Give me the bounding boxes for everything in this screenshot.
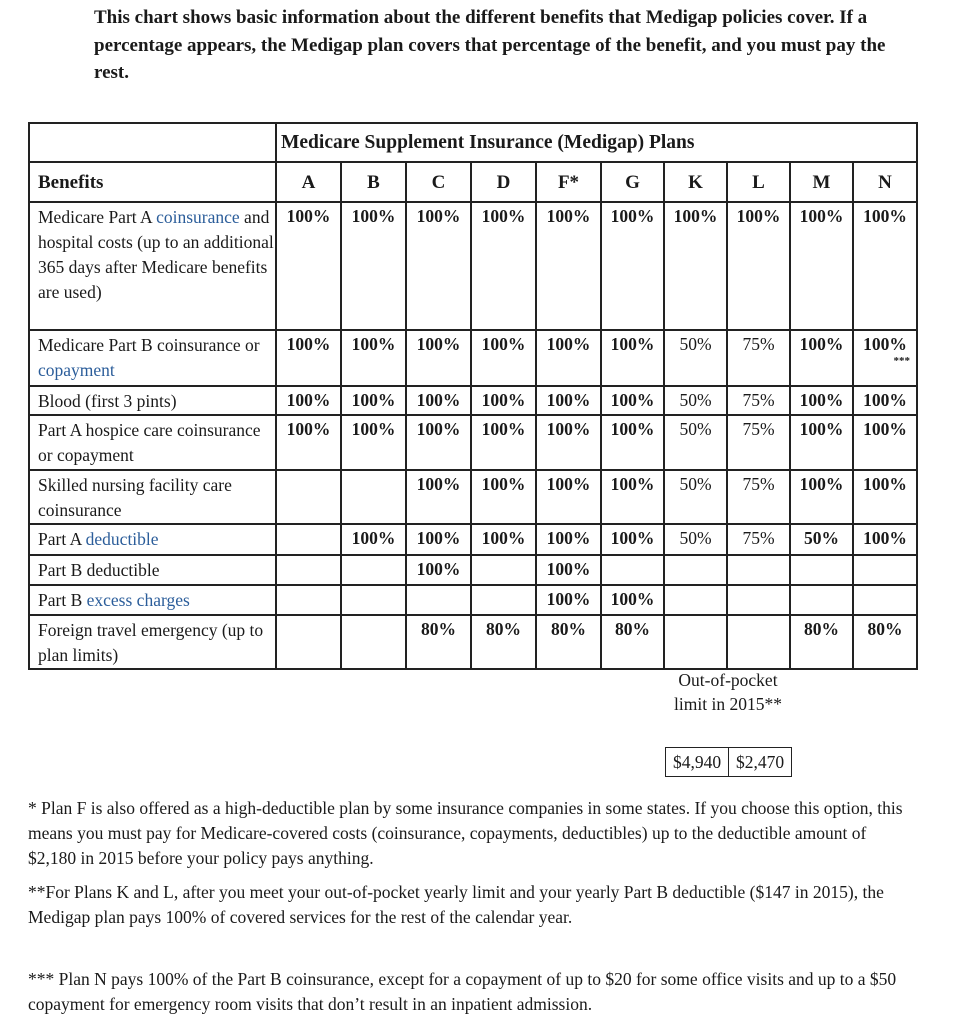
coverage-cell bbox=[341, 202, 406, 330]
coverage-cell bbox=[601, 202, 664, 330]
coverage-value: 100% bbox=[863, 390, 907, 410]
coverage-cell bbox=[341, 585, 406, 615]
coverage-cell bbox=[853, 524, 917, 555]
coverage-cell bbox=[790, 524, 853, 555]
coverage-value: 50% bbox=[679, 528, 712, 548]
coverage-cell bbox=[406, 555, 471, 585]
coverage-cell bbox=[341, 330, 406, 386]
coverage-cell bbox=[536, 524, 601, 555]
coverage-cell bbox=[727, 585, 790, 615]
coverage-value: 100% bbox=[416, 206, 461, 226]
plan-header: F* bbox=[536, 162, 601, 202]
intro-paragraph: This chart shows basic information about the different benefits that Medigap policies cover. If a percentage appears, the Medigap plan covers that percentage of the benefit, and you must pay the rest. bbox=[94, 7, 886, 83]
coverage-cell bbox=[406, 330, 471, 386]
coverage-value: 100% bbox=[863, 334, 907, 354]
coverage-cell bbox=[727, 524, 790, 555]
plan-header: M bbox=[790, 162, 853, 202]
coverage-cell bbox=[664, 615, 727, 669]
coverage-value: 100% bbox=[416, 474, 461, 494]
coverage-value: 100% bbox=[416, 559, 461, 579]
coverage-cell bbox=[664, 585, 727, 615]
coverage-value: 100% bbox=[286, 334, 331, 354]
coverage-cell bbox=[601, 555, 664, 585]
plan-header: D bbox=[471, 162, 536, 202]
benefit-text: Blood (first 3 pints) bbox=[38, 391, 177, 411]
coverage-value: 100% bbox=[416, 334, 461, 354]
corner-cell bbox=[29, 123, 276, 162]
coverage-cell bbox=[601, 470, 664, 524]
coverage-cell bbox=[406, 585, 471, 615]
coverage-value: 100% bbox=[546, 474, 591, 494]
table-title-row bbox=[29, 123, 917, 162]
coverage-cell bbox=[664, 330, 727, 386]
coverage-value: 100% bbox=[416, 390, 461, 410]
out-of-pocket-label: Out-of-pocket limit in 2015** bbox=[674, 670, 782, 714]
coverage-cell bbox=[536, 386, 601, 415]
coverage-cell bbox=[406, 386, 471, 415]
coverage-cell bbox=[601, 524, 664, 555]
glossary-link[interactable]: deductible bbox=[85, 529, 159, 549]
glossary-link[interactable]: copayment bbox=[38, 360, 115, 380]
coverage-value: 100% bbox=[351, 206, 396, 226]
footnote-marker: *** bbox=[893, 355, 910, 367]
coverage-cell bbox=[276, 555, 341, 585]
coverage-value: 100% bbox=[799, 334, 844, 354]
coverage-cell bbox=[601, 330, 664, 386]
coverage-cell bbox=[727, 386, 790, 415]
benefit-name bbox=[29, 555, 276, 585]
coverage-value: 100% bbox=[863, 419, 907, 439]
coverage-cell bbox=[276, 202, 341, 330]
coverage-cell bbox=[664, 470, 727, 524]
coverage-cell bbox=[536, 470, 601, 524]
coverage-value: 100% bbox=[799, 390, 844, 410]
coverage-value: 100% bbox=[546, 419, 591, 439]
coverage-value: 80% bbox=[551, 619, 586, 639]
coverage-cell bbox=[790, 615, 853, 669]
coverage-cell bbox=[341, 615, 406, 669]
coverage-cell bbox=[790, 202, 853, 330]
benefit-name bbox=[29, 585, 276, 615]
coverage-value: 100% bbox=[546, 559, 591, 579]
coverage-cell bbox=[790, 386, 853, 415]
coverage-cell bbox=[276, 615, 341, 669]
coverage-cell bbox=[853, 330, 917, 386]
coverage-value: 100% bbox=[610, 589, 655, 609]
coverage-value: 50% bbox=[679, 334, 712, 354]
benefit-text: Part B bbox=[38, 590, 87, 610]
coverage-value: 100% bbox=[546, 589, 591, 609]
coverage-cell bbox=[536, 415, 601, 470]
coverage-cell bbox=[276, 585, 341, 615]
coverage-cell bbox=[471, 330, 536, 386]
coverage-cell bbox=[536, 615, 601, 669]
coverage-value: 100% bbox=[286, 206, 331, 226]
coverage-cell bbox=[471, 555, 536, 585]
coverage-value: 80% bbox=[804, 619, 839, 639]
benefit-text: Foreign travel emergency (up to plan limits) bbox=[38, 620, 264, 665]
coverage-cell bbox=[790, 585, 853, 615]
coverage-value: 100% bbox=[610, 390, 655, 410]
coverage-value: 50% bbox=[804, 528, 839, 548]
coverage-cell bbox=[790, 330, 853, 386]
benefit-text: Part A bbox=[38, 529, 86, 549]
benefit-name bbox=[29, 415, 276, 470]
coverage-value: 100% bbox=[351, 390, 396, 410]
coverage-cell bbox=[341, 470, 406, 524]
coverage-cell bbox=[853, 615, 917, 669]
coverage-value: 80% bbox=[615, 619, 650, 639]
glossary-link[interactable]: coinsurance bbox=[156, 207, 240, 227]
coverage-value: 75% bbox=[742, 419, 775, 439]
coverage-cell bbox=[471, 415, 536, 470]
coverage-cell bbox=[406, 415, 471, 470]
benefit-name bbox=[29, 202, 276, 330]
coverage-cell bbox=[471, 470, 536, 524]
coverage-cell bbox=[853, 415, 917, 470]
coverage-cell bbox=[853, 585, 917, 615]
coverage-cell bbox=[601, 585, 664, 615]
coverage-value: 100% bbox=[286, 419, 331, 439]
benefit-text: Medicare Part B coinsurance or bbox=[38, 335, 260, 355]
footnote-plans-k-l: **For Plans K and L, after you meet your out-of-pocket yearly limit and your yearly Part B deductible ($147 in 2015), the Medigap plan pays 100% of covered services for the rest of the calendar year. bbox=[28, 882, 884, 927]
coverage-value: 50% bbox=[679, 419, 712, 439]
coverage-value: 100% bbox=[481, 334, 526, 354]
coverage-cell bbox=[536, 585, 601, 615]
coverage-cell bbox=[471, 524, 536, 555]
coverage-cell bbox=[727, 415, 790, 470]
coverage-value: 100% bbox=[416, 419, 461, 439]
coverage-value: 75% bbox=[742, 390, 775, 410]
coverage-value: 100% bbox=[481, 474, 526, 494]
coverage-cell bbox=[727, 615, 790, 669]
coverage-cell bbox=[276, 415, 341, 470]
coverage-cell bbox=[471, 202, 536, 330]
coverage-cell bbox=[664, 524, 727, 555]
plan-header: B bbox=[341, 162, 406, 202]
benefit-text: Part B deductible bbox=[38, 560, 160, 580]
table-row bbox=[29, 470, 917, 524]
coverage-value: 80% bbox=[421, 619, 456, 639]
coverage-value: 100% bbox=[351, 334, 396, 354]
benefit-text: Part A hospice care coinsurance or copayment bbox=[38, 420, 261, 465]
coverage-cell bbox=[664, 386, 727, 415]
table-title: Medicare Supplement Insurance (Medigap) Plans bbox=[276, 123, 917, 162]
coverage-value: 100% bbox=[863, 474, 907, 494]
coverage-value: 100% bbox=[673, 206, 718, 226]
coverage-cell bbox=[853, 202, 917, 330]
coverage-cell bbox=[341, 386, 406, 415]
coverage-cell bbox=[276, 386, 341, 415]
benefit-text: Medicare Part A bbox=[38, 207, 157, 227]
coverage-cell bbox=[341, 524, 406, 555]
coverage-value: 80% bbox=[486, 619, 521, 639]
coverage-cell bbox=[471, 615, 536, 669]
coverage-value: 100% bbox=[863, 206, 907, 226]
coverage-cell bbox=[406, 202, 471, 330]
table-row bbox=[29, 202, 917, 330]
coverage-value: 100% bbox=[610, 334, 655, 354]
coverage-value: 100% bbox=[799, 206, 844, 226]
plan-header: A bbox=[276, 162, 341, 202]
coverage-value: 75% bbox=[742, 334, 775, 354]
benefit-name bbox=[29, 470, 276, 524]
coverage-value: 100% bbox=[736, 206, 781, 226]
coverage-cell bbox=[536, 202, 601, 330]
plan-header: G bbox=[601, 162, 664, 202]
footnote-plan-n: *** Plan N pays 100% of the Part B coinsurance, except for a copayment of up to $20 for some office visits and up to a $50 copayment for emergency room visits that don’t result in an inpatient admission. bbox=[28, 969, 897, 1014]
plan-header: N bbox=[853, 162, 917, 202]
coverage-cell bbox=[664, 415, 727, 470]
plan-header: L bbox=[727, 162, 790, 202]
coverage-value: 80% bbox=[867, 619, 903, 639]
benefit-text: Skilled nursing facility care coinsurance bbox=[38, 475, 232, 520]
coverage-value: 100% bbox=[610, 474, 655, 494]
table-row bbox=[29, 330, 917, 386]
footnote-plan-f: * Plan F is also offered as a high-deductible plan by some insurance companies in some states. If you choose this option, this means you must pay for Medicare-covered costs (coinsurance, copayments, deductibles) up to the deductible amount of $2,180 in 2015 before your policy pays anything. bbox=[28, 798, 903, 868]
table-row bbox=[29, 386, 917, 415]
out-of-pocket-l: $2,470 bbox=[729, 748, 792, 777]
coverage-cell bbox=[536, 555, 601, 585]
coverage-cell bbox=[341, 555, 406, 585]
out-of-pocket-k: $4,940 bbox=[666, 748, 729, 777]
plan-header-row bbox=[29, 162, 917, 202]
benefit-name bbox=[29, 615, 276, 669]
coverage-cell bbox=[790, 415, 853, 470]
benefit-text: and hospital costs (up to an additional 365 days after Medicare benefits are used) bbox=[38, 207, 274, 302]
coverage-cell bbox=[853, 470, 917, 524]
benefits-column-header: Benefits bbox=[29, 162, 276, 202]
coverage-value: 100% bbox=[610, 206, 655, 226]
coverage-cell bbox=[727, 330, 790, 386]
coverage-value: 100% bbox=[610, 419, 655, 439]
plan-header: K bbox=[664, 162, 727, 202]
coverage-cell bbox=[406, 524, 471, 555]
coverage-value: 50% bbox=[679, 474, 712, 494]
coverage-cell bbox=[406, 615, 471, 669]
coverage-value: 100% bbox=[546, 390, 591, 410]
benefit-name bbox=[29, 330, 276, 386]
coverage-value: 75% bbox=[742, 474, 775, 494]
coverage-cell bbox=[276, 330, 341, 386]
table-row bbox=[29, 524, 917, 555]
coverage-value: 100% bbox=[610, 528, 655, 548]
table-row bbox=[29, 615, 917, 669]
medigap-plans-table bbox=[28, 122, 918, 670]
table-row bbox=[29, 415, 917, 470]
coverage-cell bbox=[601, 386, 664, 415]
coverage-cell bbox=[664, 555, 727, 585]
glossary-link[interactable]: excess charges bbox=[86, 590, 190, 610]
coverage-cell bbox=[276, 524, 341, 555]
coverage-value: 100% bbox=[416, 528, 461, 548]
coverage-value: 100% bbox=[546, 206, 591, 226]
coverage-cell bbox=[853, 555, 917, 585]
coverage-value: 100% bbox=[799, 474, 844, 494]
coverage-value: 50% bbox=[679, 390, 712, 410]
coverage-value: 100% bbox=[481, 419, 526, 439]
coverage-value: 100% bbox=[351, 528, 396, 548]
out-of-pocket-values bbox=[665, 747, 792, 777]
coverage-cell bbox=[471, 585, 536, 615]
table-row bbox=[29, 555, 917, 585]
coverage-cell bbox=[406, 470, 471, 524]
coverage-value: 100% bbox=[351, 419, 396, 439]
benefit-name bbox=[29, 386, 276, 415]
coverage-value: 100% bbox=[546, 528, 591, 548]
coverage-cell bbox=[341, 415, 406, 470]
coverage-value: 100% bbox=[481, 528, 526, 548]
coverage-cell bbox=[727, 202, 790, 330]
coverage-value: 100% bbox=[286, 390, 331, 410]
coverage-cell bbox=[471, 386, 536, 415]
coverage-cell bbox=[664, 202, 727, 330]
coverage-cell bbox=[790, 555, 853, 585]
coverage-cell bbox=[601, 415, 664, 470]
coverage-cell bbox=[853, 386, 917, 415]
coverage-value: 100% bbox=[799, 419, 844, 439]
coverage-value: 75% bbox=[742, 528, 775, 548]
coverage-cell bbox=[536, 330, 601, 386]
coverage-cell bbox=[727, 555, 790, 585]
coverage-cell bbox=[727, 470, 790, 524]
coverage-value: 100% bbox=[481, 206, 526, 226]
table-row bbox=[29, 585, 917, 615]
coverage-cell bbox=[601, 615, 664, 669]
coverage-value: 100% bbox=[546, 334, 591, 354]
coverage-cell bbox=[276, 470, 341, 524]
coverage-cell bbox=[790, 470, 853, 524]
plan-header: C bbox=[406, 162, 471, 202]
coverage-value: 100% bbox=[863, 528, 907, 548]
coverage-value: 100% bbox=[481, 390, 526, 410]
benefit-name bbox=[29, 524, 276, 555]
